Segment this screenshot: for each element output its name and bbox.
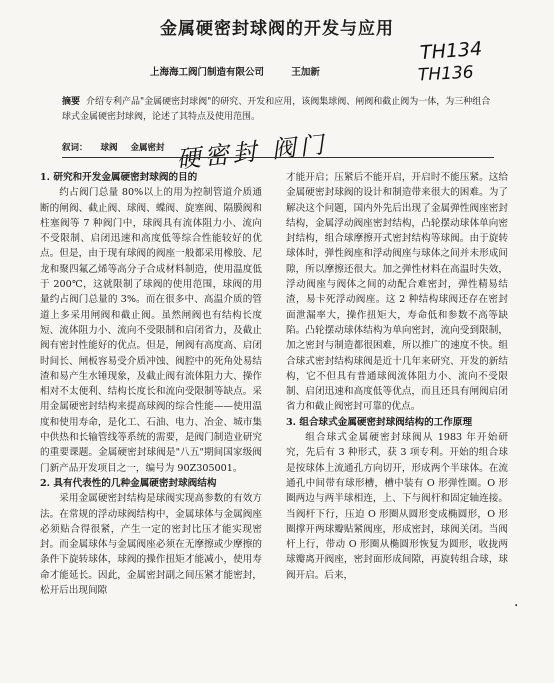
handwritten-class-code-1: TH134 (419, 37, 483, 65)
header-divider (62, 157, 494, 158)
keywords-label: 叙词： (62, 143, 88, 153)
author-name: 王加新 (291, 67, 320, 78)
abstract-label: 摘要 (62, 97, 81, 107)
body-paragraph: 约占阀门总量 80%以上的用为控制管道介质通断的闸阀、截止阀、球阀、蝶阀、旋塞阀、隔膜阀和柱塞阀等 7 种阀门中，球阀具有流体阻力小、流向不受限制、启闭迅速和高度低等综合性能较好的优点。但是，由于现有球阀的阀座一般都采用橡胶、尼龙和聚四氟乙烯等高分子合成材料制造，使用温度低于 200℃，这就限制了球阀的使用范围，球阀的用量约占阀门总量的 3%。而在很多中、高温介质的管道上多采用闸阀和截止阀。虽然闸阀也有结构长度短、流体阻力小、流向不受限制和启闭省力，及截止阀有密封性能好的优点。但是，闸阀有高度高、启闭时间长、闸板容易受介质冲蚀、阀腔中的死角处易结渣和易产生水锤现象，及截止阀有流体阻力大、操作相对不太便利、结构长度长和流向受限制等缺点。采用金属硬密封结构来提高球阀的综合性能——使用温度和使用寿命，是化工、石油、电力、冶金、城市集中供热和长输管线等系统的需要，是阀门制造业研究的重要课题。金属硬密封球阀是"八五"期间国家级阀门新产品开发项目之一，编号为 90Z305001。 (40, 187, 262, 474)
abstract (62, 95, 492, 125)
body-paragraph: 组合球式金属硬密封球阀从 1983 年开始研究，先后有 3 种形式，获 3 项专利。开始的组合球是按球体上流通孔方向切开，形成两个半球体。在流通孔中间带有球形槽，槽中装有 O 形弹性圈。O 形圈两边与两半球相连，上、下与阀杆和固定轴连接。当阀杆下行，压迫 O 形圈从圆形变成椭圆形，O 形圈撑开两球瓣贴紧阀座，形成密封，球阀关闭。当阀杆上行，带动 O 形圈从椭圆形恢复为圆形，收拢两球瓣离开阀座，密封面形成间隙，再旋转组合球，球阀开启。后来， (286, 432, 508, 581)
section-heading-1: 1. 研究和开发金属硬密封球阀的目的 (40, 172, 198, 183)
right-column (286, 170, 508, 583)
left-column (40, 170, 262, 598)
section-heading-3: 3. 组合球式金属硬密封球阀结构的工作原理 (286, 416, 473, 428)
handwritten-class-code-2: TH136 (417, 62, 475, 86)
keywords (62, 141, 174, 153)
keyword-item: 金属密封 (130, 143, 165, 153)
page-mark: · (514, 598, 519, 614)
byline (150, 64, 344, 78)
handwritten-keywords-note: 硬密封 阀门 (175, 130, 329, 174)
abstract-text: 介绍专利产品"金属硬密封球阀"的研究、开发和应用，该阀集球阀、闸阀和截止阀为一体，为三种组合球式金属硬密封球阀，论述了其特点及使用范围。 (62, 97, 491, 122)
body-paragraph: 采用金属硬密封结构是球阀实现高参数的有效方法。在常规的浮动球阀结构中，金属球体与金属阀座必须贴合得很紧，产生一定的密封比压才能实现密封。而金属球体与金属阀座必须在无摩擦或少摩擦的条件下旋转球体，球阀的操作扭矩才能减小，使用寿命才能延长。因此，金属密封副之间压紧才能密封，松开后出现间隙 (40, 493, 262, 597)
article-title: 金属硬密封球阀的开发与应用 (160, 19, 394, 39)
body-paragraph: 才能开启；压紧后不能开启，开启时不能压紧。这给金属硬密封球阀的设计和制造带来很大的困难。为了解决这个问题，国内外先后出现了金属弹性阀座密封结构，金属浮动阀座密封结构，凸轮摆动球体单向密封结构，组合球摩擦开式密封结构等球阀。由于旋转球体时，弹性阀座和浮动阀座与球体之间并未形成间隙，所以摩擦还很大。加之弹性材料在高温时失效，浮动阀座与阀体之间的动配合难密封，弹性精易结渣，易卡死浮动阀座。这 2 种结构球阀还存在密封面泄漏率大，操作扭矩大，寿命低和参数不高等缺陷。凸轮摆动球体结构为单向密封，流向受到限制，加之密封与制造都很困难，所以推广的速度不快。组合球式密封结构球阀是近十几年来研究、开发的新结构，它不但具有普通球阀流体阻力小、流向不受限制、启闭迅速和高度低等优点，而且还具有闸阀启闭省力和截止阀密封可靠的优点。 (286, 172, 508, 413)
keyword-item: 球阀 (100, 143, 118, 153)
affiliation: 上海海工阀门制造有限公司 (150, 67, 265, 78)
section-heading-2: 2. 具有代表性的几种金属硬密封球阀结构 (40, 477, 217, 489)
